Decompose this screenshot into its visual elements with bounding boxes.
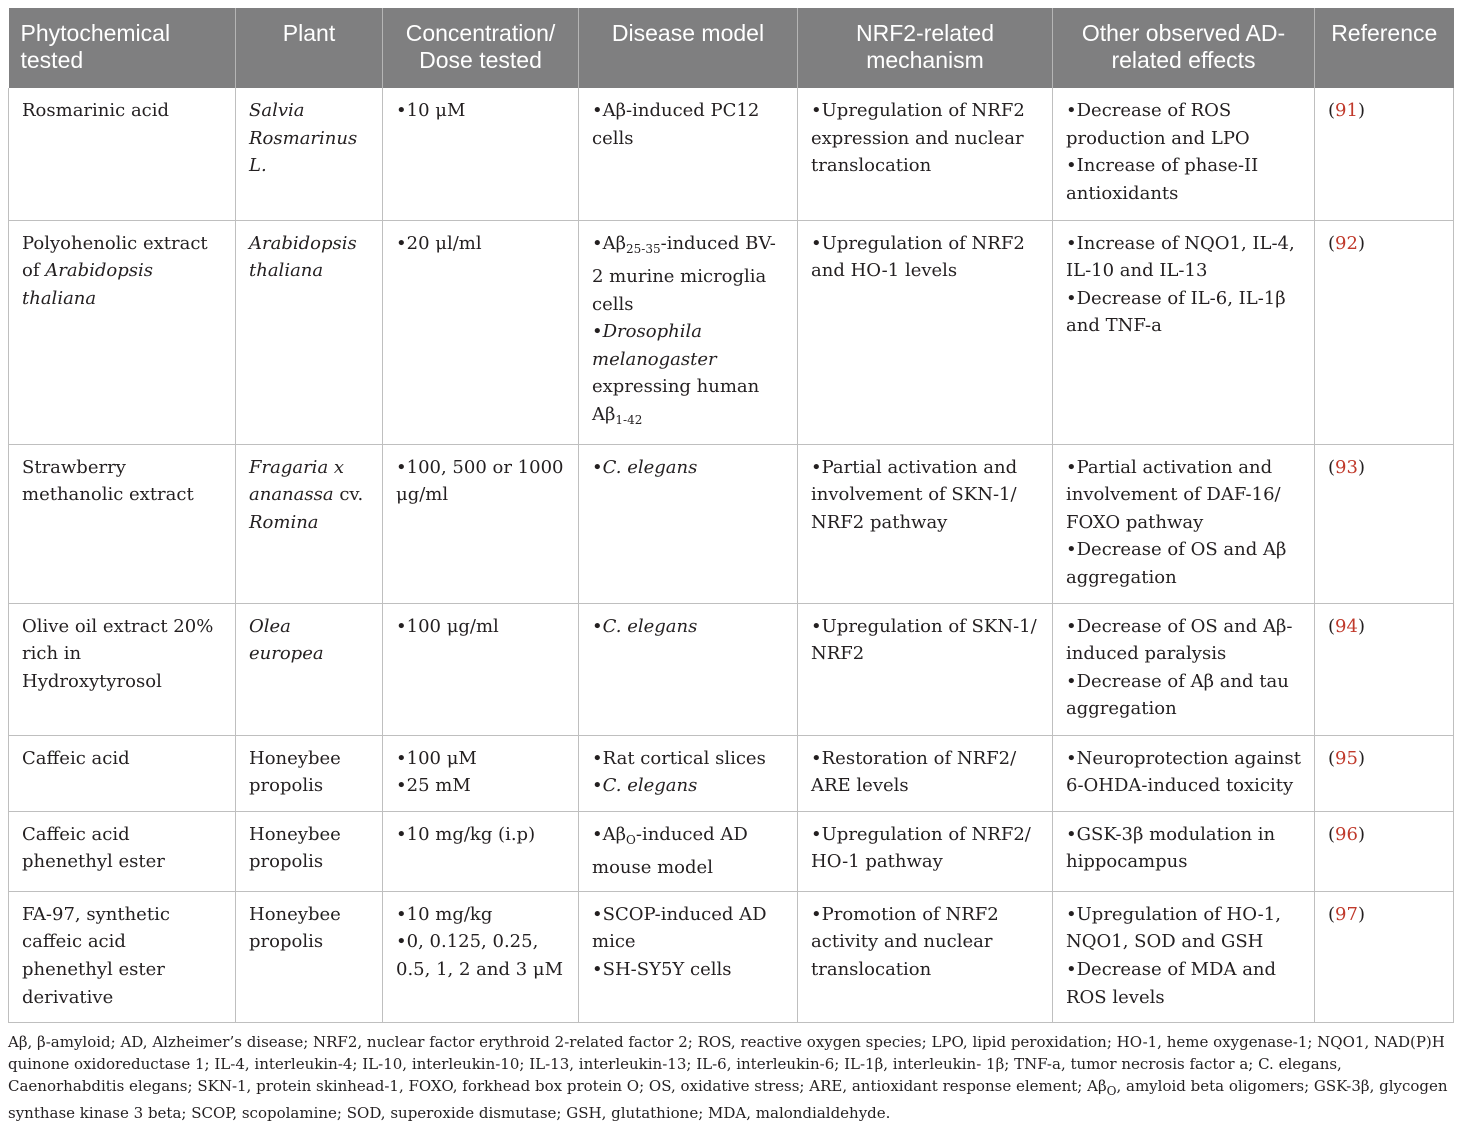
header-disease-model: Disease model [579, 8, 798, 88]
cell-reference: (96) [1315, 811, 1454, 891]
model-text: -induced AD mouse model [592, 823, 748, 879]
bullet-item [592, 318, 784, 434]
cell-phytochemical: Caffeic acid phenethyl ester [9, 811, 236, 891]
phyto-species: Arabidopsis thaliana [22, 260, 153, 309]
cell-concentration [383, 811, 579, 891]
cell-nrf2-mechanism [798, 444, 1053, 603]
cell-reference: (93) [1315, 444, 1454, 603]
plant-species: Fragaria x ananassa [249, 456, 345, 506]
bullet-item: • Rat cortical slices [592, 745, 784, 773]
reference-link[interactable]: 91 [1335, 100, 1358, 121]
bullet-item: • Decrease of OS and Aβ-induced paralysis [1066, 613, 1301, 668]
header-reference: Reference [1315, 8, 1454, 88]
bullet-item [592, 230, 784, 319]
cell-phytochemical [9, 220, 236, 444]
cell-disease-model [579, 220, 798, 444]
bullet-item: • SH-SY5Y cells [592, 956, 784, 984]
cell-nrf2-mechanism [798, 603, 1053, 735]
bullet-item: • Decrease of OS and Aβ aggregation [1066, 536, 1301, 591]
cell-plant: Olea europea [236, 603, 383, 735]
cell-concentration [383, 891, 579, 1022]
phytochemicals-table [8, 8, 1454, 1023]
phyto-text: Polyohenolic extract of [22, 232, 208, 282]
table-row [9, 735, 1454, 811]
cell-disease-model [579, 811, 798, 891]
bullet-item: • SCOP-induced AD mice [592, 901, 784, 956]
bullet-item: • GSK-3β modulation in hippocampus [1066, 821, 1301, 876]
bullet-item: • C. elegans [592, 613, 784, 641]
table-row [9, 603, 1454, 735]
model-text: Aβ [602, 232, 627, 254]
bullet-item: • Upregulation of NRF2 and HO-1 levels [811, 230, 1039, 285]
table-row [9, 88, 1454, 220]
cell-nrf2-mechanism [798, 220, 1053, 444]
bullet-item: • Partial activation and involvement of SKN-1/ NRF2 pathway [811, 454, 1039, 537]
footnote-text: , amyloid beta oligomers; GSK-3β, glycogen synthase kinase 3 beta; SCOP, scopolamine; SOD, superoxide dismutase; GSH, glutathione; MDA, malondialdehyde. [8, 1076, 1448, 1122]
footnote-text: Aβ, β-amyloid; AD, Alzheimer’s disease; NRF2, nuclear factor erythroid 2-related factor 2; ROS, reactive oxygen species; LPO, lipid peroxidation; HO-1, heme oxygenase-1; NQO1, NAD(P)H quinone oxidoreductase 1; IL-4, interleukin-4; IL-10, interleukin-10; IL-13, interleukin-13; IL-6, interleukin-6; IL-1β, interleukin- 1β; TNF-a, tumor necrosis factor a; C. elegans, Caenorhabditis elegans; SKN-1, protein skinhead-1, FOXO, forkhead box protein O; OS, oxidative stress; ARE, antioxidant response element; Aβ [8, 1032, 1445, 1095]
bullet-item: • Partial activation and involvement of DAF-16/ FOXO pathway [1066, 454, 1301, 537]
cell-reference: (91) [1315, 88, 1454, 220]
cell-other-effects [1053, 811, 1315, 891]
bullet-item: • Increase of NQO1, IL-4, IL-10 and IL-13 [1066, 230, 1301, 285]
header-row [9, 8, 1454, 88]
cell-concentration [383, 603, 579, 735]
cell-reference: (94) [1315, 603, 1454, 735]
header-concentration: Concentration/ Dose tested [383, 8, 579, 88]
cell-plant: Honeybee propolis [236, 891, 383, 1022]
bullet-item: • 10 μM [396, 97, 565, 125]
cell-phytochemical: FA-97, synthetic caffeic acid phenethyl ester derivative [9, 891, 236, 1022]
subscript: 25-35 [626, 241, 661, 256]
cell-concentration [383, 444, 579, 603]
bullet-item: • Restoration of NRF2/ ARE levels [811, 745, 1039, 800]
bullet-item [592, 821, 784, 882]
bullet-item: • Decrease of MDA and ROS levels [1066, 956, 1301, 1011]
bullet-item: • Aβ-induced PC12 cells [592, 97, 784, 152]
cell-other-effects [1053, 444, 1315, 603]
model-text: expressing human Aβ [592, 376, 760, 426]
subscript: O [626, 832, 636, 847]
cell-reference: (95) [1315, 735, 1454, 811]
cell-plant: Salvia Rosmarinus L. [236, 88, 383, 220]
cell-nrf2-mechanism [798, 88, 1053, 220]
cell-plant: Honeybee propolis [236, 811, 383, 891]
cell-nrf2-mechanism [798, 891, 1053, 1022]
bullet-item: • 10 mg/kg (i.p) [396, 821, 565, 849]
cell-phytochemical: Rosmarinic acid [9, 88, 236, 220]
cell-other-effects [1053, 735, 1315, 811]
bullet-item: • Decrease of IL-6, IL-1β and TNF-a [1066, 285, 1301, 340]
cell-nrf2-mechanism [798, 735, 1053, 811]
header-nrf2-mechanism: NRF2-related mechanism [798, 8, 1053, 88]
subscript: O [1106, 1083, 1117, 1098]
cell-reference: (97) [1315, 891, 1454, 1022]
bullet-item: • C. elegans [592, 772, 784, 800]
cell-plant: Arabidopsis thaliana [236, 220, 383, 444]
bullet-item: • 20 μl/ml [396, 230, 565, 258]
cell-nrf2-mechanism [798, 811, 1053, 891]
reference-link[interactable]: 93 [1335, 456, 1358, 478]
cell-other-effects [1053, 220, 1315, 444]
cell-phytochemical: Olive oil extract 20% rich in Hydroxytyrosol [9, 603, 236, 735]
reference-link[interactable]: 95 [1335, 747, 1358, 769]
cell-disease-model [579, 444, 798, 603]
header-plant: Plant [236, 8, 383, 88]
subscript: 1-42 [615, 413, 643, 428]
bullet-item: • 10 mg/kg [396, 901, 565, 929]
cell-disease-model [579, 603, 798, 735]
bullet-item: • Decrease of Aβ and tau aggregation [1066, 668, 1301, 723]
cell-other-effects [1053, 891, 1315, 1022]
table-row [9, 811, 1454, 891]
cell-disease-model [579, 891, 798, 1022]
cell-phytochemical: Caffeic acid [9, 735, 236, 811]
cell-phytochemical: Strawberry methanolic extract [9, 444, 236, 603]
reference-link[interactable]: 92 [1335, 232, 1358, 254]
reference-link[interactable]: 94 [1335, 615, 1358, 637]
model-text: -induced BV-2 murine microglia cells [592, 232, 776, 315]
bullet-item: • Neuroprotection against 6-OHDA-induced toxicity [1066, 745, 1301, 800]
header-phytochemical: Phytochemical tested [9, 8, 236, 88]
bullet-item: • Upregulation of SKN-1/ NRF2 [811, 613, 1039, 668]
header-other-effects: Other observed AD-related effects [1053, 8, 1315, 88]
table-row [9, 444, 1454, 603]
plant-text: cv. [339, 484, 364, 506]
reference-link[interactable]: 96 [1335, 823, 1358, 845]
table-footnote [8, 1023, 1453, 1124]
cell-reference: (92) [1315, 220, 1454, 444]
bullet-item: • 100 μM [396, 745, 565, 773]
cell-other-effects [1053, 603, 1315, 735]
bullet-item: • 100 μg/ml [396, 613, 565, 641]
reference-link[interactable]: 97 [1335, 903, 1358, 925]
cell-concentration [383, 220, 579, 444]
bullet-item: • Upregulation of HO-1, NQO1, SOD and GSH [1066, 901, 1301, 956]
bullet-item: • Upregulation of NRF2 expression and nuclear translocation [811, 97, 1039, 180]
cell-concentration [383, 88, 579, 220]
cell-plant: Honeybee propolis [236, 735, 383, 811]
bullet-item: • 100, 500 or 1000 μg/ml [396, 454, 565, 509]
table-row [9, 220, 1454, 444]
cell-concentration [383, 735, 579, 811]
bullet-item: • C. elegans [592, 454, 784, 482]
bullet-item: • Decrease of ROS production and LPO [1066, 97, 1301, 152]
bullet-item: • Upregulation of NRF2/ HO-1 pathway [811, 821, 1039, 876]
bullet-item: • 0, 0.125, 0.25, 0.5, 1, 2 and 3 μM [396, 928, 565, 983]
cell-other-effects [1053, 88, 1315, 220]
plant-cultivar: Romina [249, 511, 319, 533]
bullet-item: • 25 mM [396, 772, 565, 800]
table-figure [8, 8, 1453, 1124]
table-row [9, 891, 1454, 1022]
bullet-item: • Promotion of NRF2 activity and nuclear translocation [811, 901, 1039, 984]
bullet-item: • Increase of phase-II antioxidants [1066, 152, 1301, 207]
species-name: Drosophila melanogaster [592, 321, 717, 370]
cell-plant [236, 444, 383, 603]
model-text: Aβ [602, 823, 627, 845]
cell-disease-model [579, 735, 798, 811]
cell-disease-model [579, 88, 798, 220]
